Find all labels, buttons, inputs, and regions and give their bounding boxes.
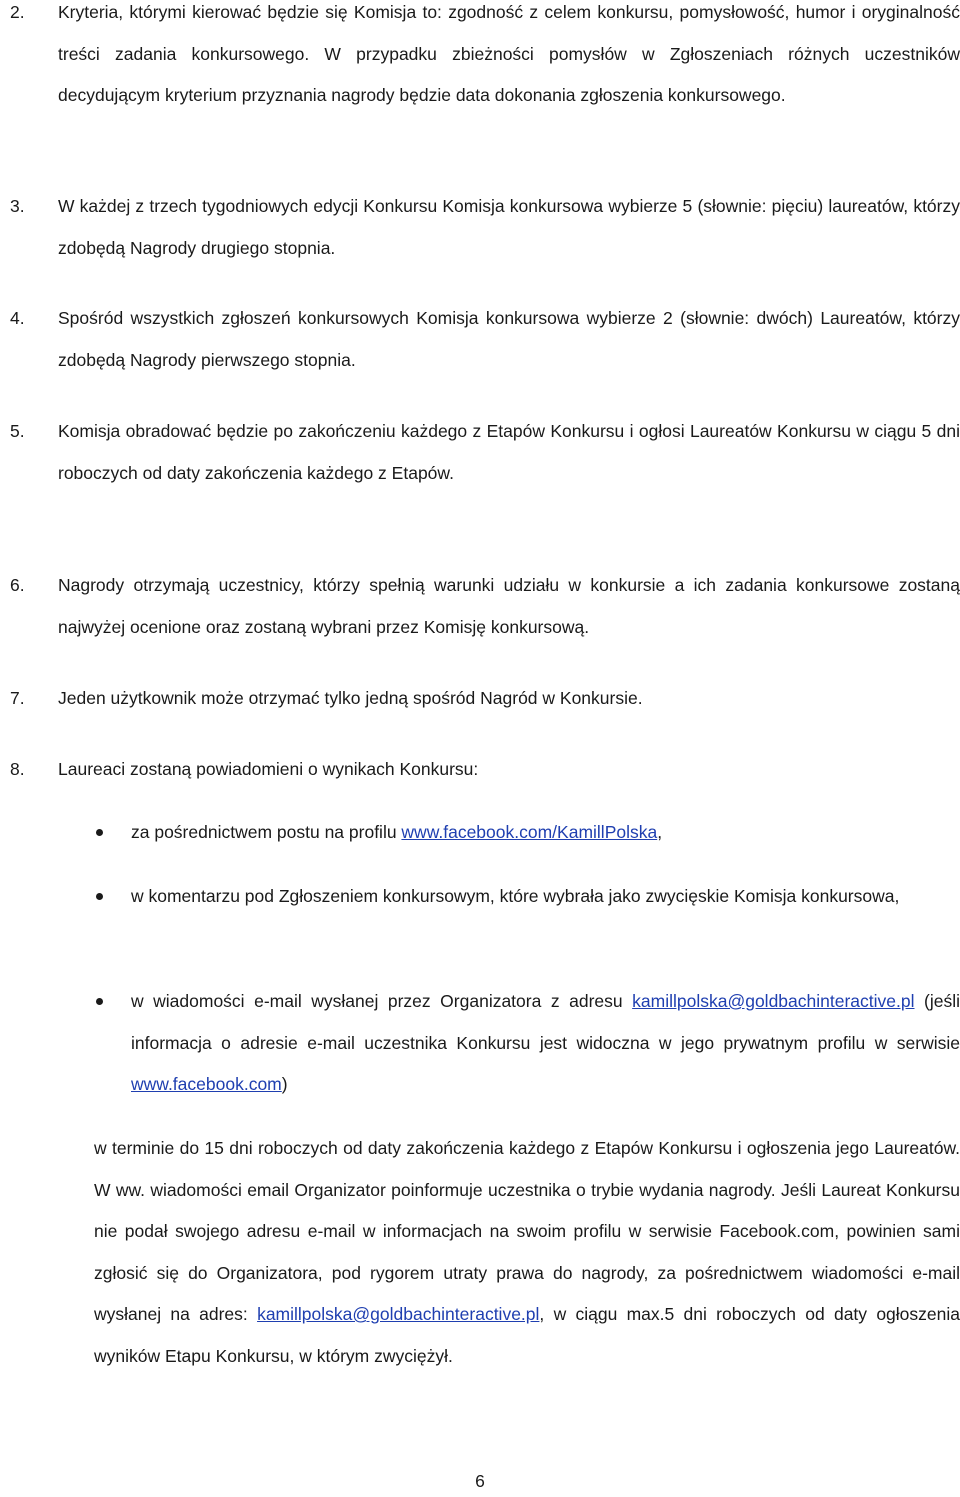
bullet-text (131, 981, 960, 1106)
facebook-profile-link[interactable]: www.facebook.com/KamillPolska (401, 822, 658, 842)
closing-paragraph (94, 1128, 960, 1377)
bullet-icon (96, 829, 103, 836)
list-item-text: Spośród wszystkich zgłoszeń konkursowych Komisja konkursowa wybierze 2 (słownie: dwóch) Laureatów, którzy zdobędą Nagrody pierwszego stopnia. (58, 308, 960, 370)
list-item-number: 6. (10, 575, 25, 595)
organizer-email-link-2[interactable]: kamillpolska@goldbachinteractive.pl (257, 1304, 540, 1324)
bullet-text-before: za pośrednictwem postu na profilu (131, 822, 402, 842)
page-number: 6 (475, 1471, 485, 1491)
list-item-number: 4. (10, 308, 25, 328)
closing-text-after: , w ciągu max.5 dni roboczych od daty ogłoszenia wyników Etapu Konkursu, w którym zwyciężył. (94, 1304, 960, 1366)
list-item-number: 5. (10, 421, 25, 441)
bullet-icon (96, 998, 103, 1005)
closing-text-before: w terminie do 15 dni roboczych od daty zakończenia każdego z Etapów Konkursu i ogłoszenia jego Laureatów. W ww. wiadomości email Organizator poinformuje uczestnika o trybie wydania nagrody. Jeśli Laureat Konkursu nie podał swojego adresu e-mail w informacjach na swoim profilu w serwisie Facebook.com, powinien sami zgłosić się do Organizatora, pod rygorem utraty prawa do nagrody, za pośrednictwem wiadomości e-mail wysłanej na adres: (94, 1138, 960, 1324)
list-item-number: 2. (10, 2, 25, 22)
bullet-icon (96, 893, 103, 900)
list-item-text: Kryteria, którymi kierować będzie się Komisja to: zgodność z celem konkursu, pomysłowość, humor i oryginalność treści zadania konkursowego. W przypadku zbieżności pomysłów w Zgłoszeniach różnych uczestników decydującym kryterium przyznania nagrody będzie data dokonania zgłoszenia konkursowego. (58, 2, 960, 105)
list-item-text: Laureaci zostaną powiadomieni o wynikach Konkursu: (58, 759, 479, 779)
bullet-text-before: w wiadomości e-mail wysłanej przez Organizatora z adresu (131, 991, 633, 1011)
list-item-number: 8. (10, 759, 25, 779)
bullet-text-middle: (jeśli informacja o adresie e-mail uczestnika Konkursu jest widoczna w jego prywatnym profilu w serwisie (131, 991, 960, 1053)
bullet-text-after: ) (281, 1074, 288, 1094)
list-item-text: Jeden użytkownik może otrzymać tylko jedną spośród Nagród w Konkursie. (58, 688, 643, 708)
list-item-text: Nagrody otrzymają uczestnicy, którzy spełnią warunki udziału w konkursie a ich zadania konkursowe zostaną najwyżej ocenione oraz zostaną wybrani przez Komisję konkursową. (58, 575, 960, 637)
organizer-email-link[interactable]: kamillpolska@goldbachinteractive.pl (632, 991, 915, 1011)
bullet-text-after: , (657, 822, 663, 842)
list-item-number: 3. (10, 196, 25, 216)
list-item-number: 7. (10, 688, 25, 708)
list-item-text: W każdej z trzech tygodniowych edycji Konkursu Komisja konkursowa wybierze 5 (słownie: pięciu) laureatów, którzy zdobędą Nagrody drugiego stopnia. (58, 196, 960, 258)
bullet-text: w komentarzu pod Zgłoszeniem konkursowym, które wybrała jako zwycięskie Komisja konkursowa, (131, 886, 900, 906)
facebook-site-link[interactable]: www.facebook.com (131, 1074, 282, 1094)
bullet-text (131, 812, 960, 854)
list-item-text: Komisja obradować będzie po zakończeniu każdego z Etapów Konkursu i ogłosi Laureatów Konkursu w ciągu 5 dni roboczych od daty zakończenia każdego z Etapów. (58, 421, 960, 483)
